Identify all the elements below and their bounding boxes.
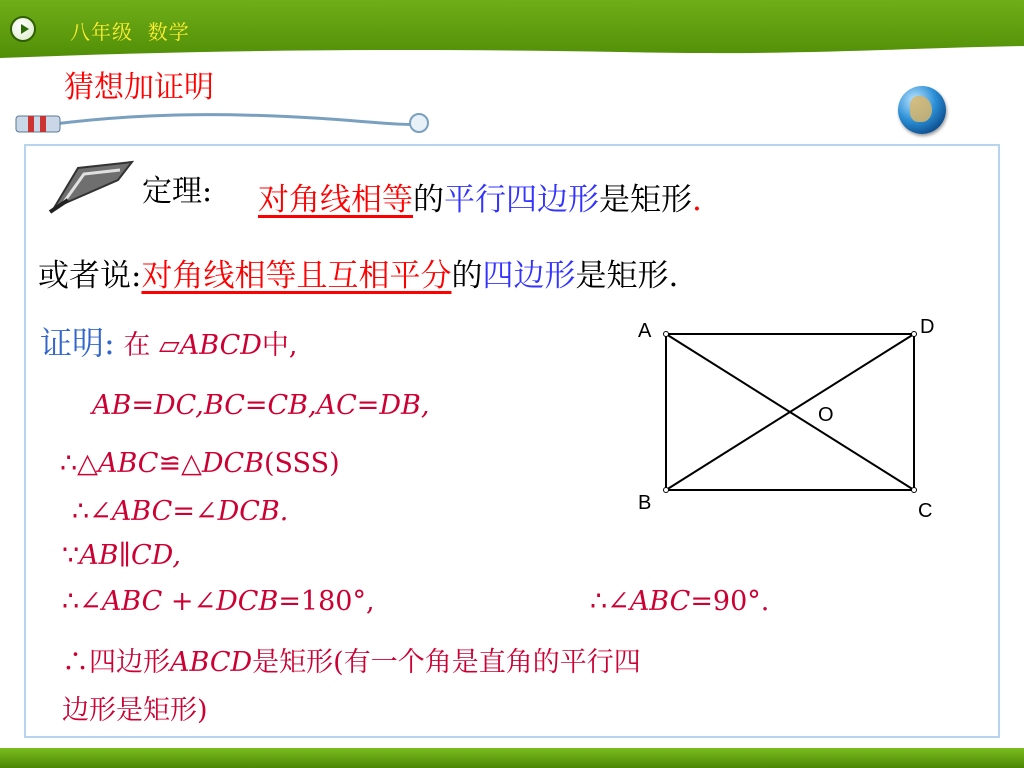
theorem-subject: 平行四边形: [444, 182, 599, 218]
globe-icon: [898, 86, 946, 134]
course-label: [70, 16, 190, 45]
subject-text: 数学: [147, 20, 190, 44]
proof-line-6: ∴∠ABC +∠DCB=180°,: [62, 586, 375, 617]
pencil-icon: [14, 110, 434, 136]
theorem-condition: 对角线相等: [258, 182, 413, 218]
section-title: 猜想加证明: [64, 70, 214, 105]
parallelogram-symbol: ▱: [158, 330, 180, 361]
bottom-bar: [0, 748, 1024, 768]
theorem-label: 定理:: [142, 174, 213, 209]
rectangle-figure: [620, 310, 940, 530]
vertex-c: [912, 488, 917, 493]
label-b: B: [638, 492, 652, 514]
restatement: 或者说:对角线相等且互相平分的四边形是矩形.: [38, 258, 679, 294]
drafting-tool-icon: [48, 158, 134, 214]
proof-line-6-conclusion: ∴∠ABC=90°.: [590, 586, 770, 617]
label-c: C: [918, 500, 933, 522]
vertex-a: [664, 332, 669, 337]
play-circle-icon[interactable]: [10, 16, 36, 42]
label-d: D: [920, 316, 935, 338]
proof-line-2: AB=DC,BC=CB,AC=DB,: [92, 390, 430, 421]
proof-line-4: ∴∠ABC=∠DCB.: [72, 496, 289, 527]
restatement-subject: 四边形: [482, 258, 576, 294]
theorem-statement: 对角线相等的平行四边形是矩形.: [258, 182, 702, 218]
label-o: O: [818, 404, 834, 426]
vertex-d: [912, 332, 917, 337]
rectangle-diagram: [620, 310, 940, 530]
grade-text: 八年级: [70, 20, 133, 44]
proof-line-1: 证明: 在 ▱ABCD中,: [40, 324, 298, 362]
label-a: A: [638, 320, 652, 342]
proof-line-7: ∴四边形ABCD是矩形(有一个角是直角的平行四: [62, 647, 641, 678]
proof-line-8: 边形是矩形): [62, 695, 208, 726]
vertex-b: [664, 488, 669, 493]
proof-label: 证明: [40, 324, 105, 362]
proof-line-5: ∵AB∥CD,: [62, 540, 181, 571]
restatement-condition: 对角线相等且互相平分: [141, 258, 452, 294]
header-wave-decoration: [0, 44, 1024, 64]
proof-line-3: ∴△ABC≌△DCB(SSS): [60, 448, 340, 479]
